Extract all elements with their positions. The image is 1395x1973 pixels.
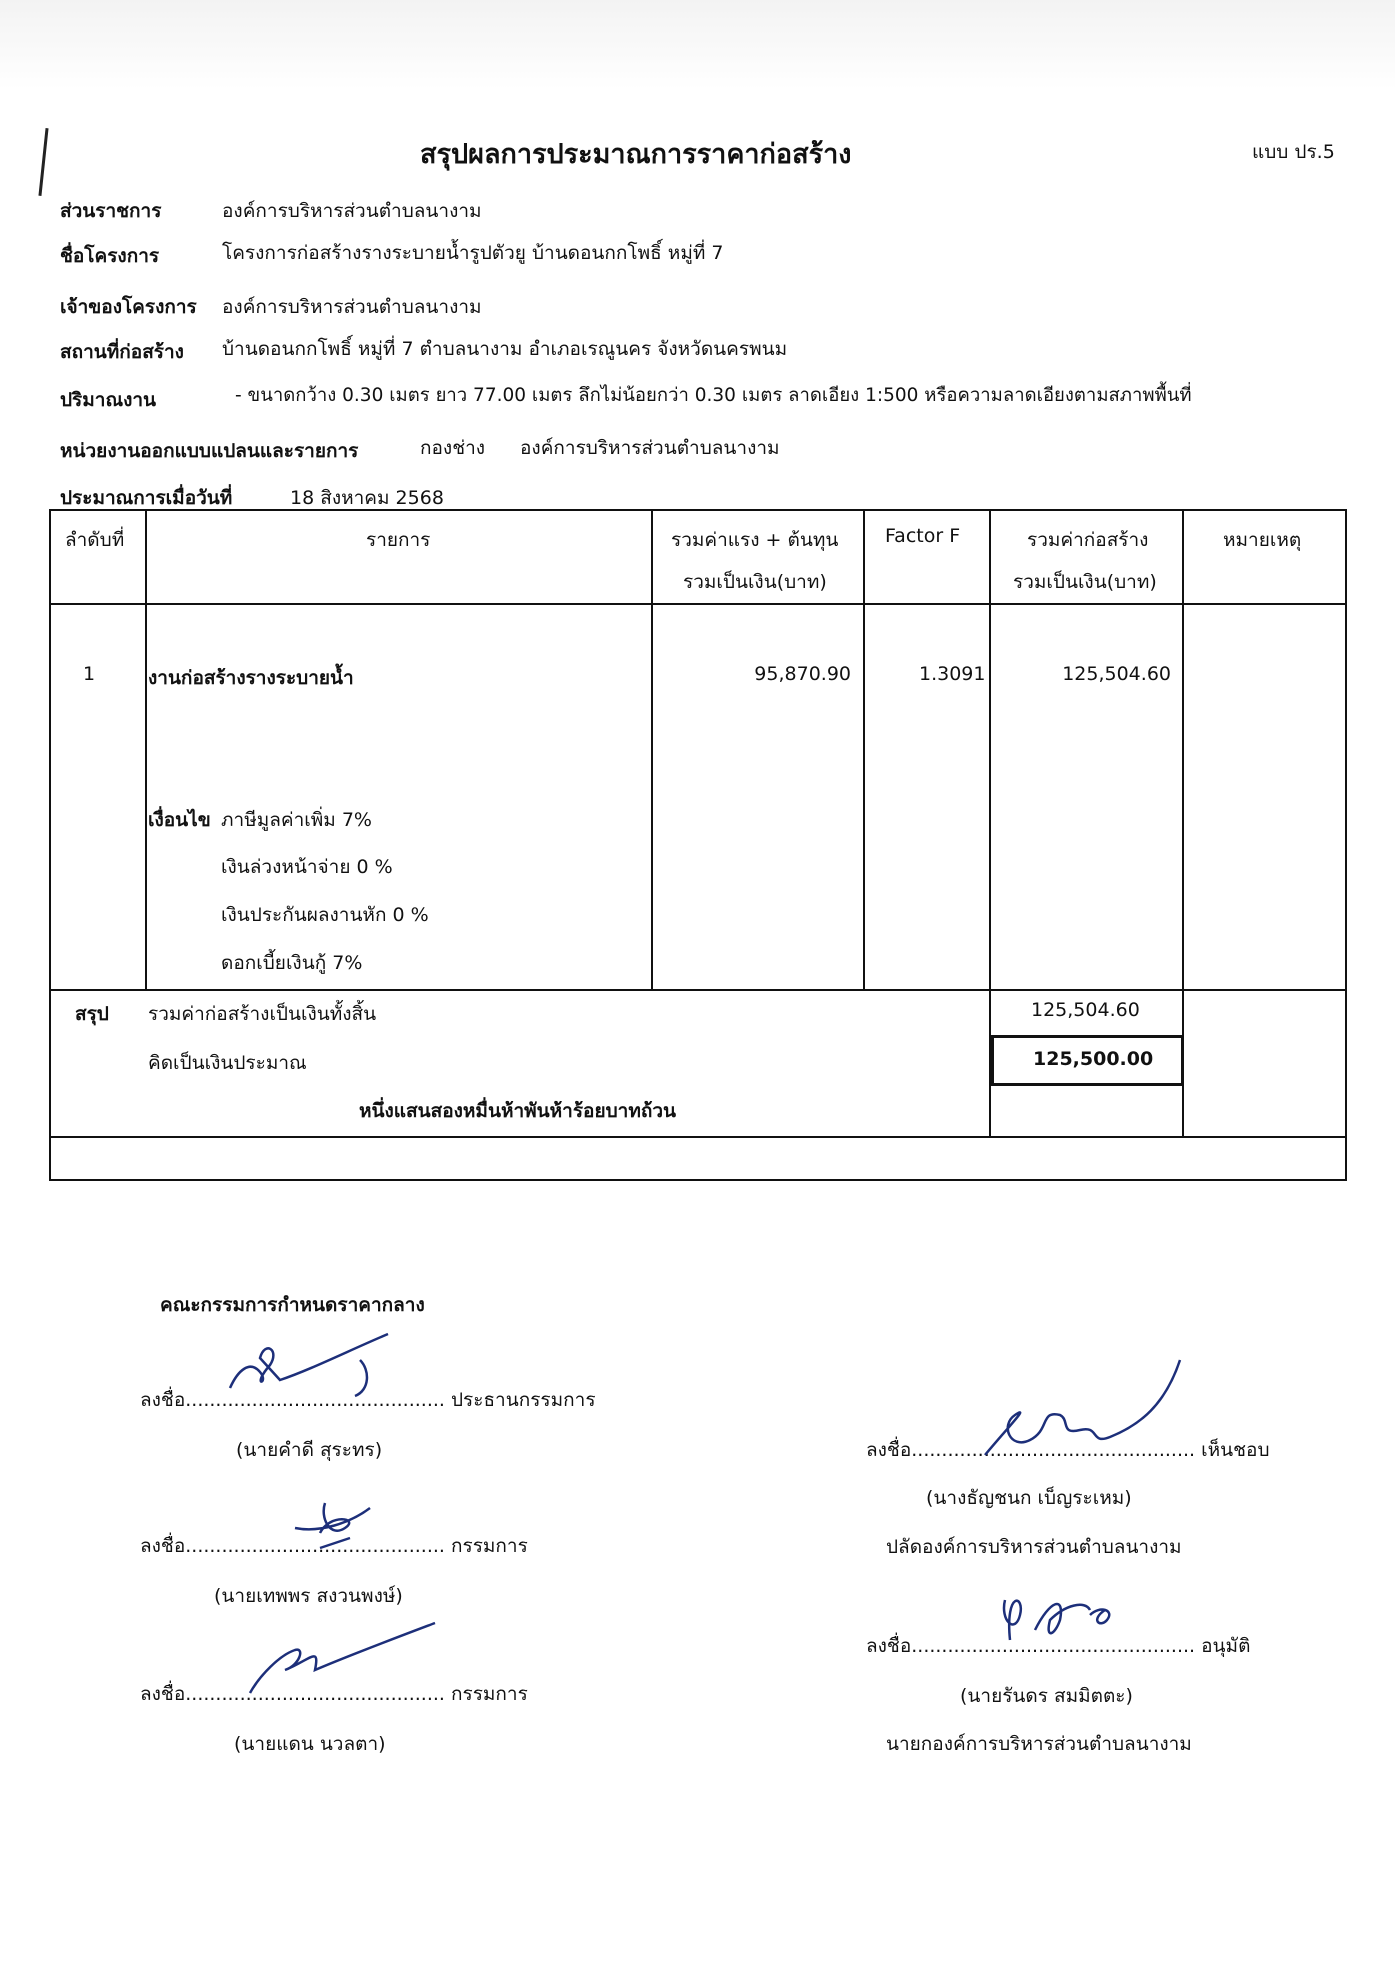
conditions-label: เงื่อนไข [148,809,211,831]
summary-total-label: รวมค่าก่อสร้างเป็นเงินทั้งสิ้น [148,1003,377,1025]
summary-rounded-value: 125,500.00 [1033,1048,1154,1070]
summary-in-words: หนึ่งแสนสองหมื่นห้าพันห้าร้อยบาทถ้วน [359,1100,677,1122]
quantity-value: - ขนาดกว้าง 0.30 เมตร ยาว 77.00 เมตร ลึกไม่น้อยกว่า 0.30 เมตร ลาดเอียง 1:500 หรือความลาดเอียงตามสภาพพื้นที่ [235,385,1192,406]
row-1-item: งานก่อสร้างรางระบายน้ำ [148,667,354,689]
header-total-line1: รวมค่าก่อสร้าง [1027,529,1149,551]
member-2-signature [240,1615,440,1695]
approver-2-role: อนุมัติ [1201,1635,1251,1657]
owner-value: องค์การบริหารส่วนตำบลนางาม [222,296,482,318]
header-cost-line1: รวมค่าแรง + ต้นทุน [671,529,839,551]
summary-label: สรุป [75,1003,109,1025]
location-label: สถานที่ก่อสร้าง [60,341,184,363]
signature-dots: ............................................... [911,1439,1196,1461]
signature-dots: ........................................... [185,1389,445,1411]
summary-rounded-label: คิดเป็นเงินประมาณ [148,1052,307,1074]
owner-label: เจ้าของโครงการ [60,296,197,318]
approver-2-name: (นายรันดร สมมิตตะ) [960,1685,1133,1707]
approver-1-signature [970,1355,1200,1465]
quantity-label: ปริมาณงาน [60,389,157,411]
header-total-line2: รวมเป็นเงิน(บาท) [1013,571,1157,593]
signature-dots: ............................................... [911,1635,1196,1657]
condition-vat: ภาษีมูลค่าเพิ่ม 7% [221,809,372,831]
approver-1-role: เห็นชอบ [1201,1439,1270,1461]
member-1-name: (นายเทพพร สงวนพงษ์) [214,1585,403,1607]
design-unit-label: หน่วยงานออกแบบแปลนและรายการ [60,440,359,462]
margin-pen-mark [38,128,48,196]
chair-role: ประธานกรรมการ [450,1389,596,1411]
condition-advance: เงินล่วงหน้าจ่าย 0 % [221,856,393,878]
approver-2-position: นายกองค์การบริหารส่วนตำบลนางาม [886,1733,1192,1755]
approver-1-name: (นางธัญชนก เบ็ญระเหม) [926,1487,1132,1509]
member-2-role: กรรมการ [450,1683,528,1705]
project-value: โครงการก่อสร้างรางระบายน้ำรูปตัวยู บ้านดอนกกโพธิ์ หมู่ที่ 7 [222,242,724,264]
member-1-role: กรรมการ [450,1535,528,1557]
header-remark: หมายเหตุ [1223,529,1302,551]
member-1-signature [290,1498,400,1558]
summary-row-divider [51,1136,1345,1138]
design-unit-dept: กองช่าง [420,437,486,459]
sign-prefix: ลงชื่อ [140,1535,186,1557]
department-value: องค์การบริหารส่วนตำบลนางาม [222,200,482,222]
department-label: ส่วนราชการ [60,200,162,222]
sign-prefix: ลงชื่อ [140,1389,186,1411]
row-1-total: 125,504.60 [1062,663,1171,685]
header-factor: Factor F [885,525,961,547]
sign-prefix: ลงชื่อ [140,1683,186,1705]
project-label: ชื่อโครงการ [60,245,160,267]
condition-interest: ดอกเบี้ยเงินกู้ 7% [221,952,363,974]
row-1-cost: 95,870.90 [754,663,851,685]
estimate-date-value: 18 สิงหาคม 2568 [290,487,444,509]
header-cost-line2: รวมเป็นเงิน(บาท) [683,571,827,593]
committee-title: คณะกรรมการกำหนดราคากลาง [160,1294,425,1316]
approver-2-signature [995,1580,1125,1650]
header-item: รายการ [366,529,431,551]
summary-total-value: 125,504.60 [1031,999,1140,1021]
signature-dots: ........................................... [185,1535,445,1557]
col-divider-item [651,511,653,989]
chair-signature [220,1330,400,1400]
col-divider-cost [863,511,865,989]
body-row-divider [51,989,1345,991]
sign-prefix: ลงชื่อ [866,1439,912,1461]
row-1-factor: 1.3091 [919,663,986,685]
form-code: แบบ ปร.5 [1252,141,1335,163]
chair-name: (นายคำดี สุระทร) [236,1439,383,1461]
sign-prefix: ลงชื่อ [866,1635,912,1657]
page-title: สรุปผลการประมาณการราคาก่อสร้าง [420,139,852,170]
condition-guarantee: เงินประกันผลงานหัก 0 % [221,904,429,926]
location-value: บ้านดอนกกโพธิ์ หมู่ที่ 7 ตำบลนางาม อำเภอเรณูนคร จังหวัดนครพนม [222,338,788,360]
estimate-summary-table [49,509,1347,1181]
estimate-date-label: ประมาณการเมื่อวันที่ [60,487,233,509]
signature-dots: ........................................... [185,1683,445,1705]
approver-1-position: ปลัดองค์การบริหารส่วนตำบลนางาม [886,1536,1182,1558]
header-row-divider [51,603,1345,605]
header-no: ลำดับที่ [65,529,125,551]
col-divider-no [145,511,147,989]
member-2-name: (นายแดน นวลตา) [234,1733,386,1755]
scan-edge-shadow [0,0,1395,90]
row-1-no: 1 [83,663,96,685]
design-unit-org: องค์การบริหารส่วนตำบลนางาม [520,437,780,459]
